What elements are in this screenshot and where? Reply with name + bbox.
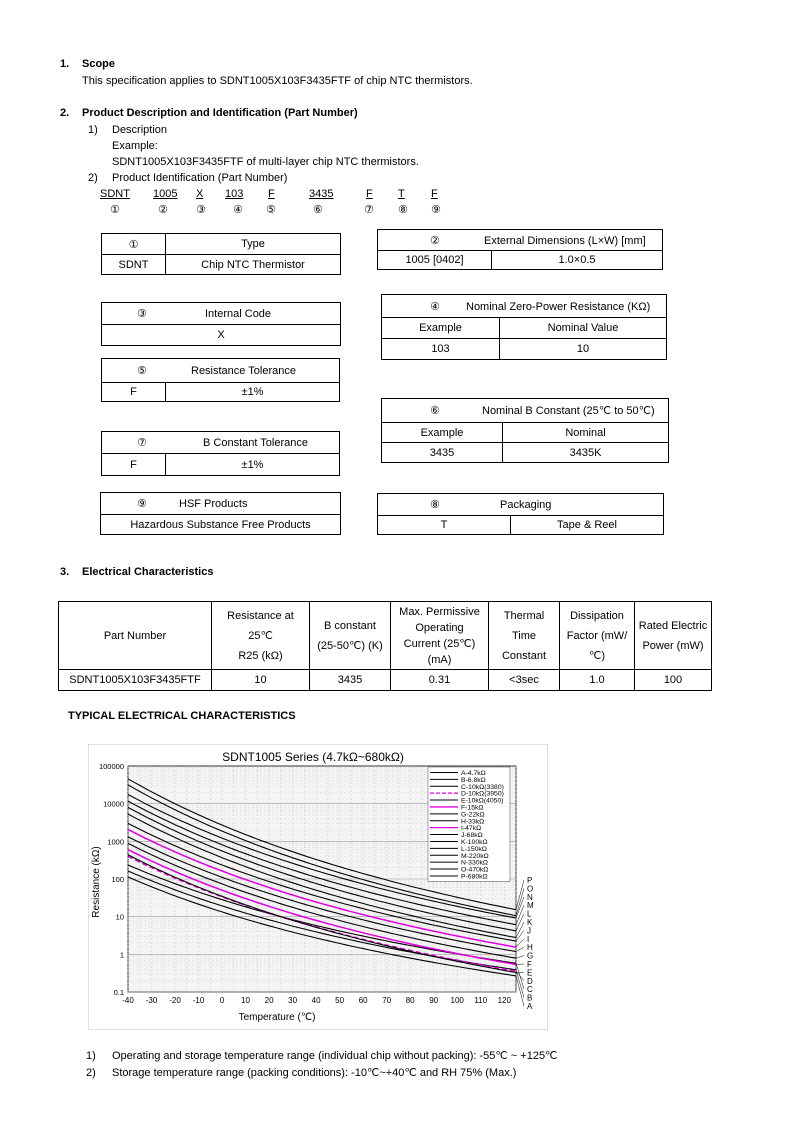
- part-marker: ⑦: [364, 203, 374, 216]
- dimension-code: 1005 [0402]: [378, 251, 492, 270]
- x-tick-label: 40: [311, 996, 321, 1005]
- legend-entry: J-68kΩ: [461, 832, 483, 840]
- end-label: F: [527, 960, 532, 969]
- section-3-title: Electrical Characteristics: [82, 566, 214, 578]
- x-tick-label: 10: [241, 996, 251, 1005]
- x-tick-label: 110: [474, 996, 488, 1005]
- y-tick-label: 10: [115, 912, 124, 922]
- note-text: Storage temperature range (packing conditions): -10℃~+40℃ and RH 75% (Max.): [112, 1067, 517, 1079]
- legend-entry: O-470kΩ: [461, 866, 489, 874]
- part-code: 3435: [309, 188, 334, 200]
- header-part-number: Part Number: [59, 602, 212, 670]
- y-axis-label: Resistance (kΩ): [91, 846, 102, 918]
- legend-entry: I-47kΩ: [461, 825, 482, 833]
- box-marker: ⑨: [137, 497, 147, 510]
- resistance-header-example: Example: [382, 318, 500, 339]
- legend-entry: E-10kΩ(4050): [461, 797, 504, 805]
- end-label: O: [527, 884, 534, 894]
- end-label: H: [527, 943, 533, 953]
- table-header-row: [59, 602, 712, 670]
- packaging-box: [377, 493, 664, 535]
- b-header-example: Example: [382, 423, 503, 443]
- end-label: J: [527, 926, 531, 936]
- section-1-title: Scope: [82, 58, 116, 70]
- cell-b-constant: 3435: [310, 670, 391, 691]
- legend-entry: G-22kΩ: [461, 811, 485, 819]
- part-marker: ①: [110, 203, 120, 216]
- x-tick-label: 90: [429, 996, 439, 1005]
- legend-entry: P-680kΩ: [461, 873, 488, 881]
- cell-max-current: 0.31: [391, 670, 489, 691]
- x-tick-label: 70: [382, 996, 392, 1005]
- box-marker: ②: [430, 233, 440, 247]
- x-tick-label: 60: [358, 996, 368, 1005]
- x-tick-label: 30: [288, 996, 298, 1005]
- b-tolerance-box: [101, 431, 340, 476]
- part-code: X: [196, 188, 204, 200]
- legend-entry: N-330kΩ: [461, 859, 488, 867]
- x-tick-label: 80: [405, 996, 415, 1005]
- end-label: M: [527, 901, 534, 911]
- tolerance-code: F: [102, 383, 166, 402]
- box-marker: ③: [137, 307, 147, 320]
- packaging-code: T: [378, 516, 511, 535]
- end-label: A: [527, 1002, 533, 1011]
- box-marker: ①: [102, 234, 166, 255]
- resistance-box: [381, 294, 667, 360]
- x-tick-label: -10: [192, 996, 205, 1005]
- part-code: SDNT: [100, 188, 130, 200]
- b-nominal: 3435K: [503, 443, 669, 463]
- header-dissipation: Dissipation Factor (mW/℃): [560, 602, 635, 670]
- type-value: Chip NTC Thermistor: [166, 255, 341, 275]
- x-tick-label: 50: [335, 996, 345, 1005]
- cell-dissipation: 1.0: [560, 670, 635, 691]
- end-label: B: [527, 993, 533, 1003]
- box-marker: ⑧: [430, 498, 440, 511]
- y-tick-label: 1: [119, 950, 124, 960]
- item-2-number: 2): [88, 172, 98, 184]
- part-marker: ③: [196, 203, 206, 216]
- legend-entry: K-100kΩ: [461, 838, 488, 846]
- end-label: I: [527, 934, 530, 944]
- box-marker: ⑤: [137, 364, 147, 377]
- part-marker: ⑧: [398, 203, 408, 216]
- item-1-label: Description: [112, 124, 168, 136]
- legend-entry: L-150kΩ: [461, 845, 487, 853]
- box-marker: ⑥: [430, 404, 440, 417]
- end-label: N: [527, 892, 533, 902]
- end-label: C: [527, 985, 533, 995]
- x-tick-label: 0: [219, 996, 225, 1005]
- section-1-number: 1.: [60, 58, 70, 70]
- x-tick-label: -30: [145, 996, 158, 1005]
- end-label: G: [527, 951, 534, 961]
- end-label: K: [527, 918, 533, 927]
- b-tolerance-value: ±1%: [166, 454, 340, 476]
- box-title: Resistance Tolerance: [191, 365, 296, 377]
- box-title: Nominal B Constant (25℃ to 50℃): [482, 405, 655, 417]
- y-tick-label: 100: [111, 875, 124, 884]
- b-constant-box: [381, 398, 669, 463]
- part-code: F: [431, 188, 438, 200]
- y-tick-label: 10000: [103, 799, 124, 809]
- rt-curve-chart: [88, 744, 548, 1030]
- hsf-value: Hazardous Substance Free Products: [101, 515, 341, 535]
- section-3-number: 3.: [60, 566, 70, 578]
- part-code: T: [398, 188, 405, 200]
- end-label: L: [527, 909, 532, 919]
- box-title: Packaging: [500, 499, 552, 511]
- type-code: SDNT: [102, 255, 166, 275]
- resistance-tolerance-box: [101, 358, 340, 402]
- electrical-characteristics-table: [58, 601, 712, 691]
- header-max-current: Max. Permissive Operating Current (25℃) (mA): [391, 602, 489, 670]
- note-text: Operating and storage temperature range (individual chip without packing): -55℃ ~ +125℃: [112, 1050, 558, 1062]
- section-2-title: Product Description and Identification (Part Number): [82, 107, 358, 119]
- example-text: SDNT1005X103F3435FTF of multi-layer chip NTC thermistors.: [112, 156, 419, 168]
- item-2-label: Product Identification (Part Number): [112, 172, 288, 184]
- b-header-nominal: Nominal: [503, 423, 669, 443]
- end-label: E: [527, 968, 533, 978]
- x-tick-label: 100: [450, 996, 464, 1005]
- part-code: F: [366, 188, 373, 200]
- resistance-header-nominal: Nominal Value: [500, 318, 667, 339]
- legend-entry: H-33kΩ: [461, 818, 485, 826]
- chart-legend: [428, 767, 510, 881]
- packaging-value: Tape & Reel: [511, 516, 664, 535]
- table-row: [59, 670, 712, 691]
- legend-entry: A-4.7kΩ: [461, 769, 486, 777]
- item-1-number: 1): [88, 124, 98, 136]
- cell-rated-power: 100: [635, 670, 712, 691]
- b-example: 3435: [382, 443, 503, 463]
- legend-entry: C-10kΩ(3380): [461, 783, 504, 791]
- y-tick-label: 100000: [98, 762, 124, 771]
- section-1-text: This specification applies to SDNT1005X103F3435FTF of chip NTC thermistors.: [82, 75, 473, 87]
- part-code: 103: [225, 188, 244, 200]
- legend-entry: M-220kΩ: [461, 852, 489, 860]
- type-box: [101, 233, 341, 275]
- part-code: F: [268, 188, 275, 200]
- header-b-constant: B constant (25-50℃) (K): [310, 602, 391, 670]
- box-title: Internal Code: [205, 308, 272, 320]
- tolerance-value: ±1%: [166, 383, 340, 402]
- section-2-number: 2.: [60, 107, 70, 119]
- hsf-box: [100, 492, 341, 535]
- example-label: Example:: [112, 140, 158, 152]
- internal-code-value: X: [102, 325, 341, 346]
- resistance-nominal: 10: [500, 339, 667, 360]
- legend-entry: B-6.8kΩ: [461, 776, 486, 784]
- dimension-value: 1.0×0.5: [492, 251, 663, 270]
- note-number: 1): [86, 1050, 96, 1062]
- note-number: 2): [86, 1067, 96, 1079]
- x-tick-label: -20: [169, 996, 181, 1005]
- cell-resistance: 10: [212, 670, 310, 691]
- x-axis-label: Temperature (℃): [238, 1012, 316, 1023]
- legend-entry: D-10kΩ(3950): [461, 790, 504, 798]
- part-marker: ④: [233, 203, 243, 216]
- typical-title: TYPICAL ELECTRICAL CHARACTERISTICS: [68, 710, 296, 722]
- box-title: B Constant Tolerance: [203, 437, 308, 449]
- part-marker: ⑤: [266, 203, 276, 216]
- end-label: P: [527, 876, 533, 885]
- part-marker: ⑨: [431, 203, 441, 216]
- cell-thermal-time: <3sec: [489, 670, 560, 691]
- header-thermal-time: Thermal Time Constant: [489, 602, 560, 670]
- end-label: D: [527, 976, 533, 986]
- b-tolerance-code: F: [102, 454, 166, 476]
- y-tick-label: 1000: [107, 837, 124, 847]
- resistance-example: 103: [382, 339, 500, 360]
- box-marker: ④: [430, 299, 440, 313]
- box-title: External Dimensions (L×W) [mm]: [484, 234, 646, 247]
- x-tick-label: -40: [122, 996, 134, 1005]
- header-rated-power: Rated Electric Power (mW): [635, 602, 712, 670]
- x-tick-label: 120: [497, 996, 511, 1005]
- part-marker: ⑥: [313, 203, 323, 216]
- box-marker: ⑦: [137, 436, 147, 449]
- internal-code-box: [101, 302, 341, 346]
- legend-entry: F-15kΩ: [461, 804, 484, 812]
- y-tick-label: 0.1: [113, 988, 124, 997]
- chart-title: SDNT1005 Series (4.7kΩ~680kΩ): [222, 750, 404, 764]
- x-tick-label: 20: [264, 996, 274, 1005]
- box-title: Type: [166, 234, 341, 255]
- dimensions-box: [377, 229, 663, 270]
- cell-part-number: SDNT1005X103F3435FTF: [59, 670, 212, 691]
- part-code: 1005: [153, 188, 178, 200]
- box-title: HSF Products: [179, 498, 248, 510]
- header-resistance: Resistance at 25℃ R25 (kΩ): [212, 602, 310, 670]
- part-marker: ②: [158, 203, 168, 216]
- box-title: Nominal Zero-Power Resistance (KΩ): [466, 300, 651, 313]
